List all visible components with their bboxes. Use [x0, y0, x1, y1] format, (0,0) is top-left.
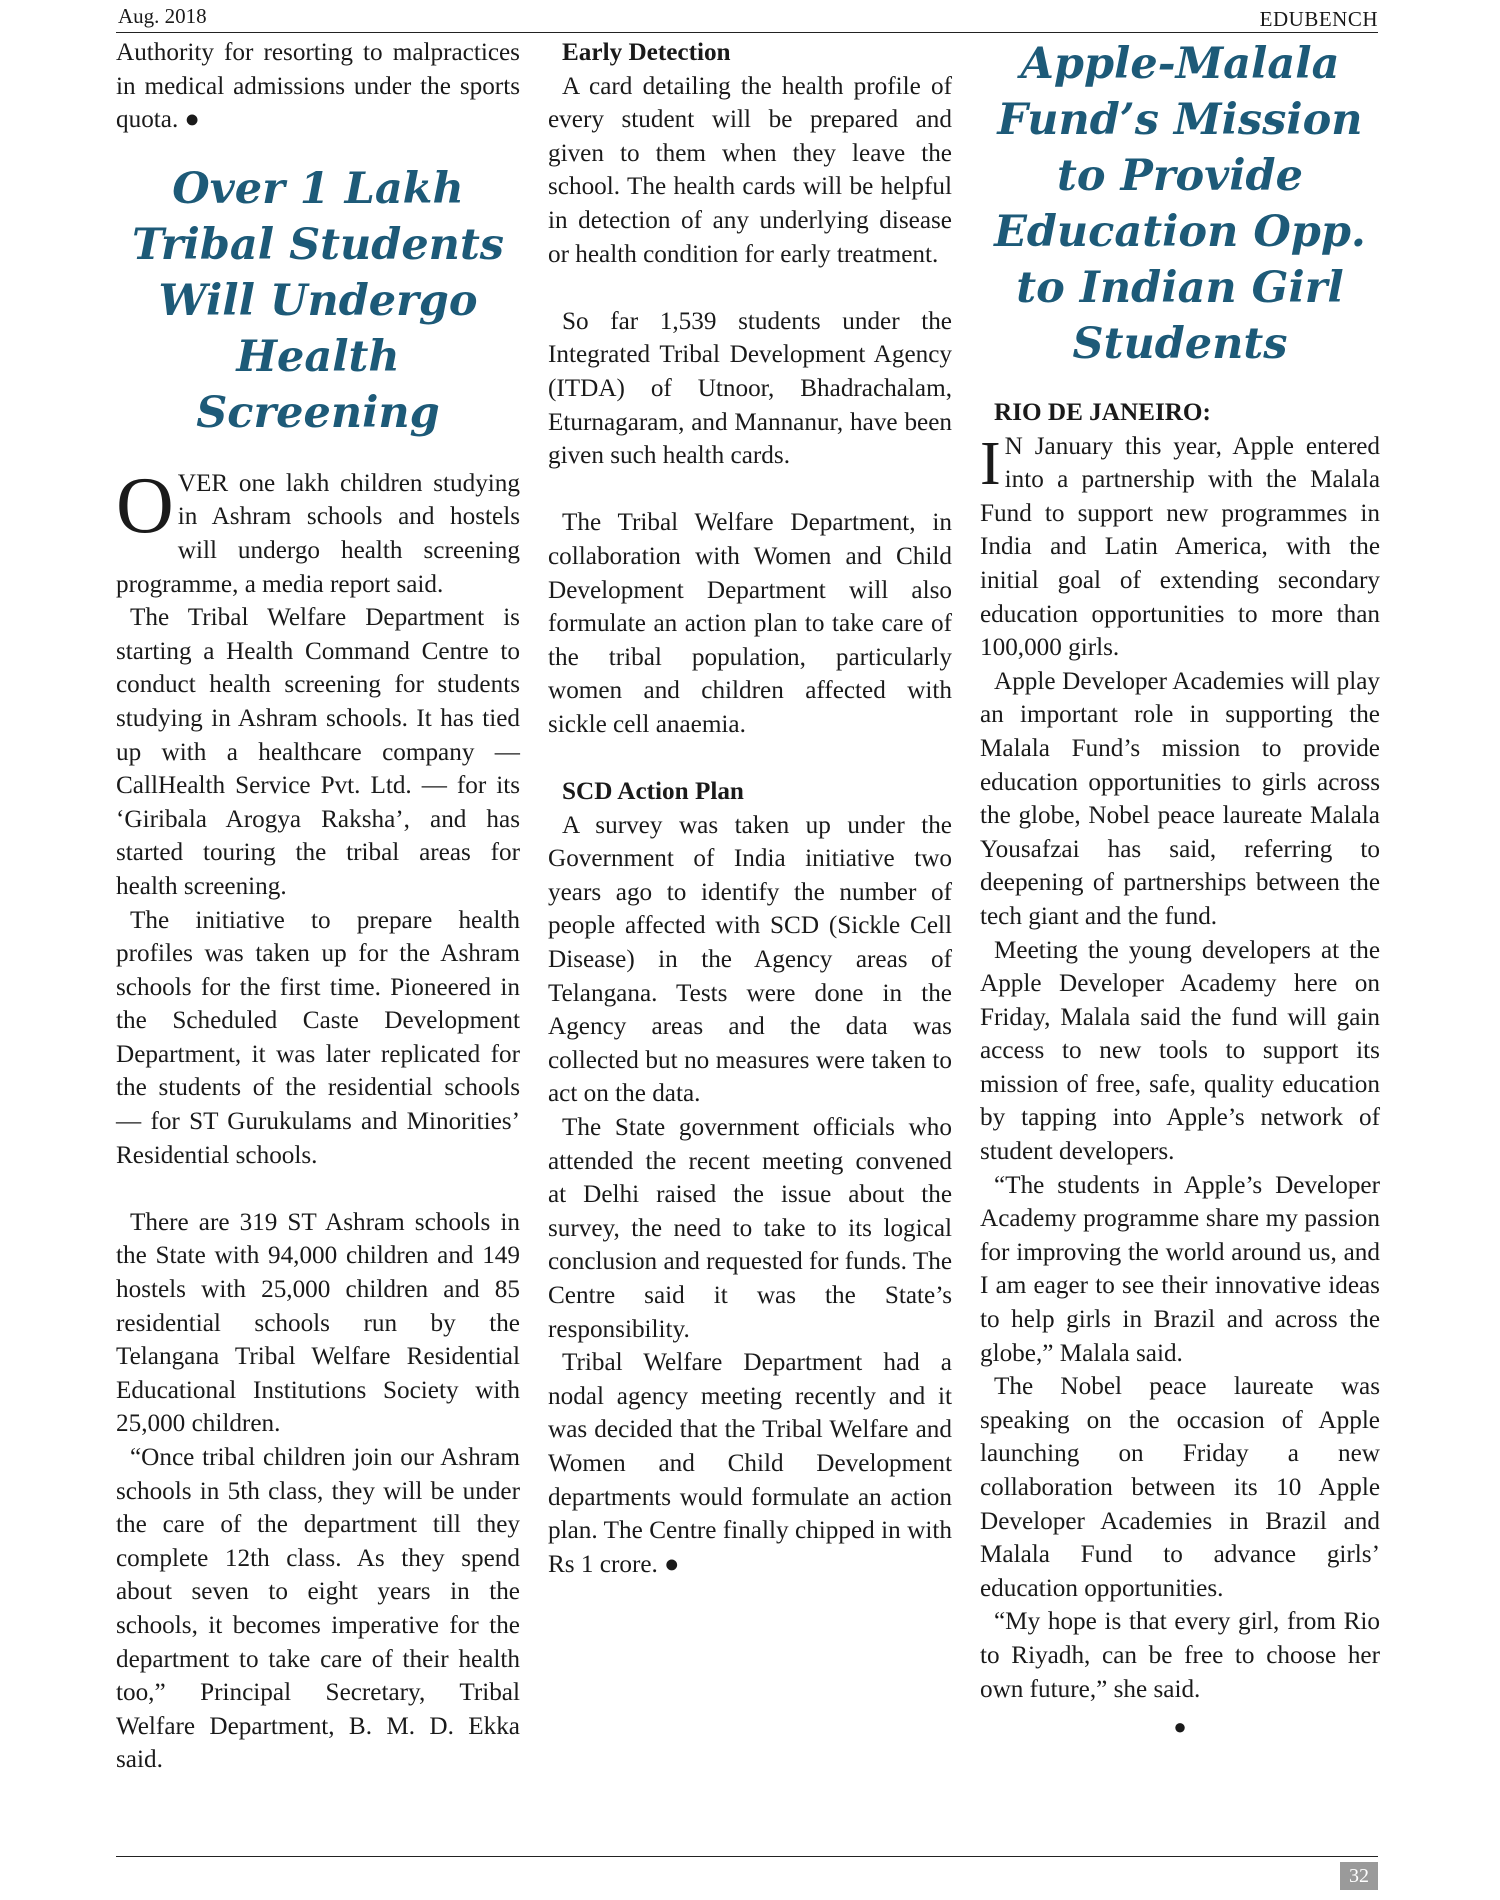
paragraph: The Tribal Welfare Department is starting a Health Command Centre to conduct health screening for students studying in Ashram schools. It has tied up with a healthcare company — CallHealth Service Pvt. Ltd. — for its ‘Giribala Arogya Raksha’, and has started touring the tribal areas for health screening.: [116, 604, 520, 900]
footer-rule: [116, 1856, 1378, 1857]
paragraph: “Once tribal children join our Ashram schools in 5th class, they will be under the care of the department till they complete 12th class. As they spend about seven to eight years in the schools, it becomes imperative for the department to take care of their health too,” Principal Secretary, Tribal Welfare Department, B. M. D. Ekka said.: [116, 1444, 520, 1774]
lead-paragraph: [980, 430, 1380, 665]
drop-cap: I: [980, 429, 1001, 498]
paragraph-gap: [548, 473, 952, 507]
lead-paragraph: [116, 461, 520, 601]
publication-name: EDUBENCH: [1259, 7, 1378, 31]
drop-cap: O: [116, 461, 174, 550]
column-2: [548, 36, 952, 1581]
column-3: [980, 36, 1380, 1744]
paragraph: Tribal Welfare Department had a nodal agency meeting recently and it was decided that the Tribal Welfare and Women and Child Development departments would formulate an action plan. The Centre finally chipped in with Rs 1 crore. ●: [548, 1349, 952, 1578]
paragraph: “My hope is that every girl, from Rio to Riyadh, can be free to choose her own future,” she said.: [980, 1608, 1380, 1703]
page-number: 32: [1340, 1862, 1378, 1890]
carryover-text: Authority for resorting to malpractices in medical admissions under the sports quota. ●: [116, 39, 520, 134]
lead-text: VER one lakh children studying in Ashram schools and hostels will undergo health screening programme, a media report said.: [116, 469, 520, 598]
subheading-early-detection: Early Detection: [562, 39, 731, 66]
issue-date: Aug. 2018: [118, 4, 207, 28]
lead-text: N January this year, Apple entered into a partnership with the Malala Fund to support new programmes in India and Latin America, with the initial goal of extending secondary education opportunities to more than 100,000 girls.: [980, 432, 1380, 662]
subheading-scd-action-plan: SCD Action Plan: [562, 778, 744, 806]
paragraph: Apple Developer Academies will play an important role in supporting the Malala Fund’s mission to provide education opportunities to girls across the globe, Nobel peace laureate Malala Yousafzai has said, referring to deepening of partnerships between the tech giant and the fund.: [980, 667, 1380, 930]
paragraph: A card detailing the health profile of every student will be prepared and given to them when they leave the school. The health cards will be helpful in detection of any underlying disease or health condition for early treatment.: [548, 72, 952, 268]
page-header: [116, 2, 1378, 33]
column-1: [116, 36, 520, 1777]
paragraph-gap: [548, 271, 952, 305]
paragraph: Meeting the young developers at the Apple Developer Academy here on Friday, Malala said the fund will gain access to new tools to support its mission of free, safe, quality education by tapping into Apple’s network of student developers.: [980, 936, 1380, 1166]
paragraph: A survey was taken up under the Government of India initiative two years ago to identify the number of people affected with SCD (Sickle Cell Disease) in the Agency areas of Telangana. Tests were done in the Agency areas and the data was collected but no measures were taken to act on the data.: [548, 811, 952, 1108]
paragraph: The Nobel peace laureate was speaking on the occasion of Apple launching on Friday a new collaboration between its 10 Apple Developer Academies in Brazil and Malala Fund to advance girls’ education opportunities.: [980, 1373, 1380, 1602]
end-mark: ●: [1173, 1714, 1187, 1740]
paragraph-gap: [116, 1172, 520, 1206]
paragraph: The Tribal Welfare Department, in collaboration with Women and Child Development Department will also formulate an action plan to take care of the tribal population, particularly women and children affected with sickle cell anaemia.: [548, 509, 952, 738]
article-headline-tribal-health: Over 1 Lakh Tribal Students Will Undergo Health Screening: [131, 163, 505, 438]
paragraph: So far 1,539 students under the Integrated Tribal Development Agency (ITDA) of Utnoor, Bhadrachalam, Eturnagaram, and Mannanur, have been given such health cards.: [548, 307, 952, 470]
paragraph: There are 319 ST Ashram schools in the State with 94,000 children and 149 hostels with 25,000 children and 85 residential schools run by the Telangana Tribal Welfare Residential Educational Institutions Society with 25,000 children.: [116, 1208, 520, 1438]
dateline: RIO DE JANEIRO:: [994, 399, 1211, 426]
paragraph: The initiative to prepare health profiles was taken up for the Ashram schools for the first time. Pioneered in the Scheduled Caste Development Department, it was later replicated for the students of the residential schools — for ST Gurukulams and Minorities’ Residential schools.: [116, 906, 520, 1169]
paragraph: The State government officials who attended the recent meeting convened at Delhi raised the issue about the survey, the need to take to its logical conclusion and requested for funds. The Centre said it was the State’s responsibility.: [548, 1114, 952, 1343]
paragraph-gap: [548, 741, 952, 775]
paragraph: “The students in Apple’s Developer Academy programme share my passion for improving the world around us, and I am eager to see their innovative ideas to help girls in Brazil and across the globe,” Malala said.: [980, 1171, 1380, 1367]
article-headline-apple-malala: Apple-Malala Fund’s Mission to Provide Education Opp. to Indian Girl Students: [994, 39, 1366, 369]
